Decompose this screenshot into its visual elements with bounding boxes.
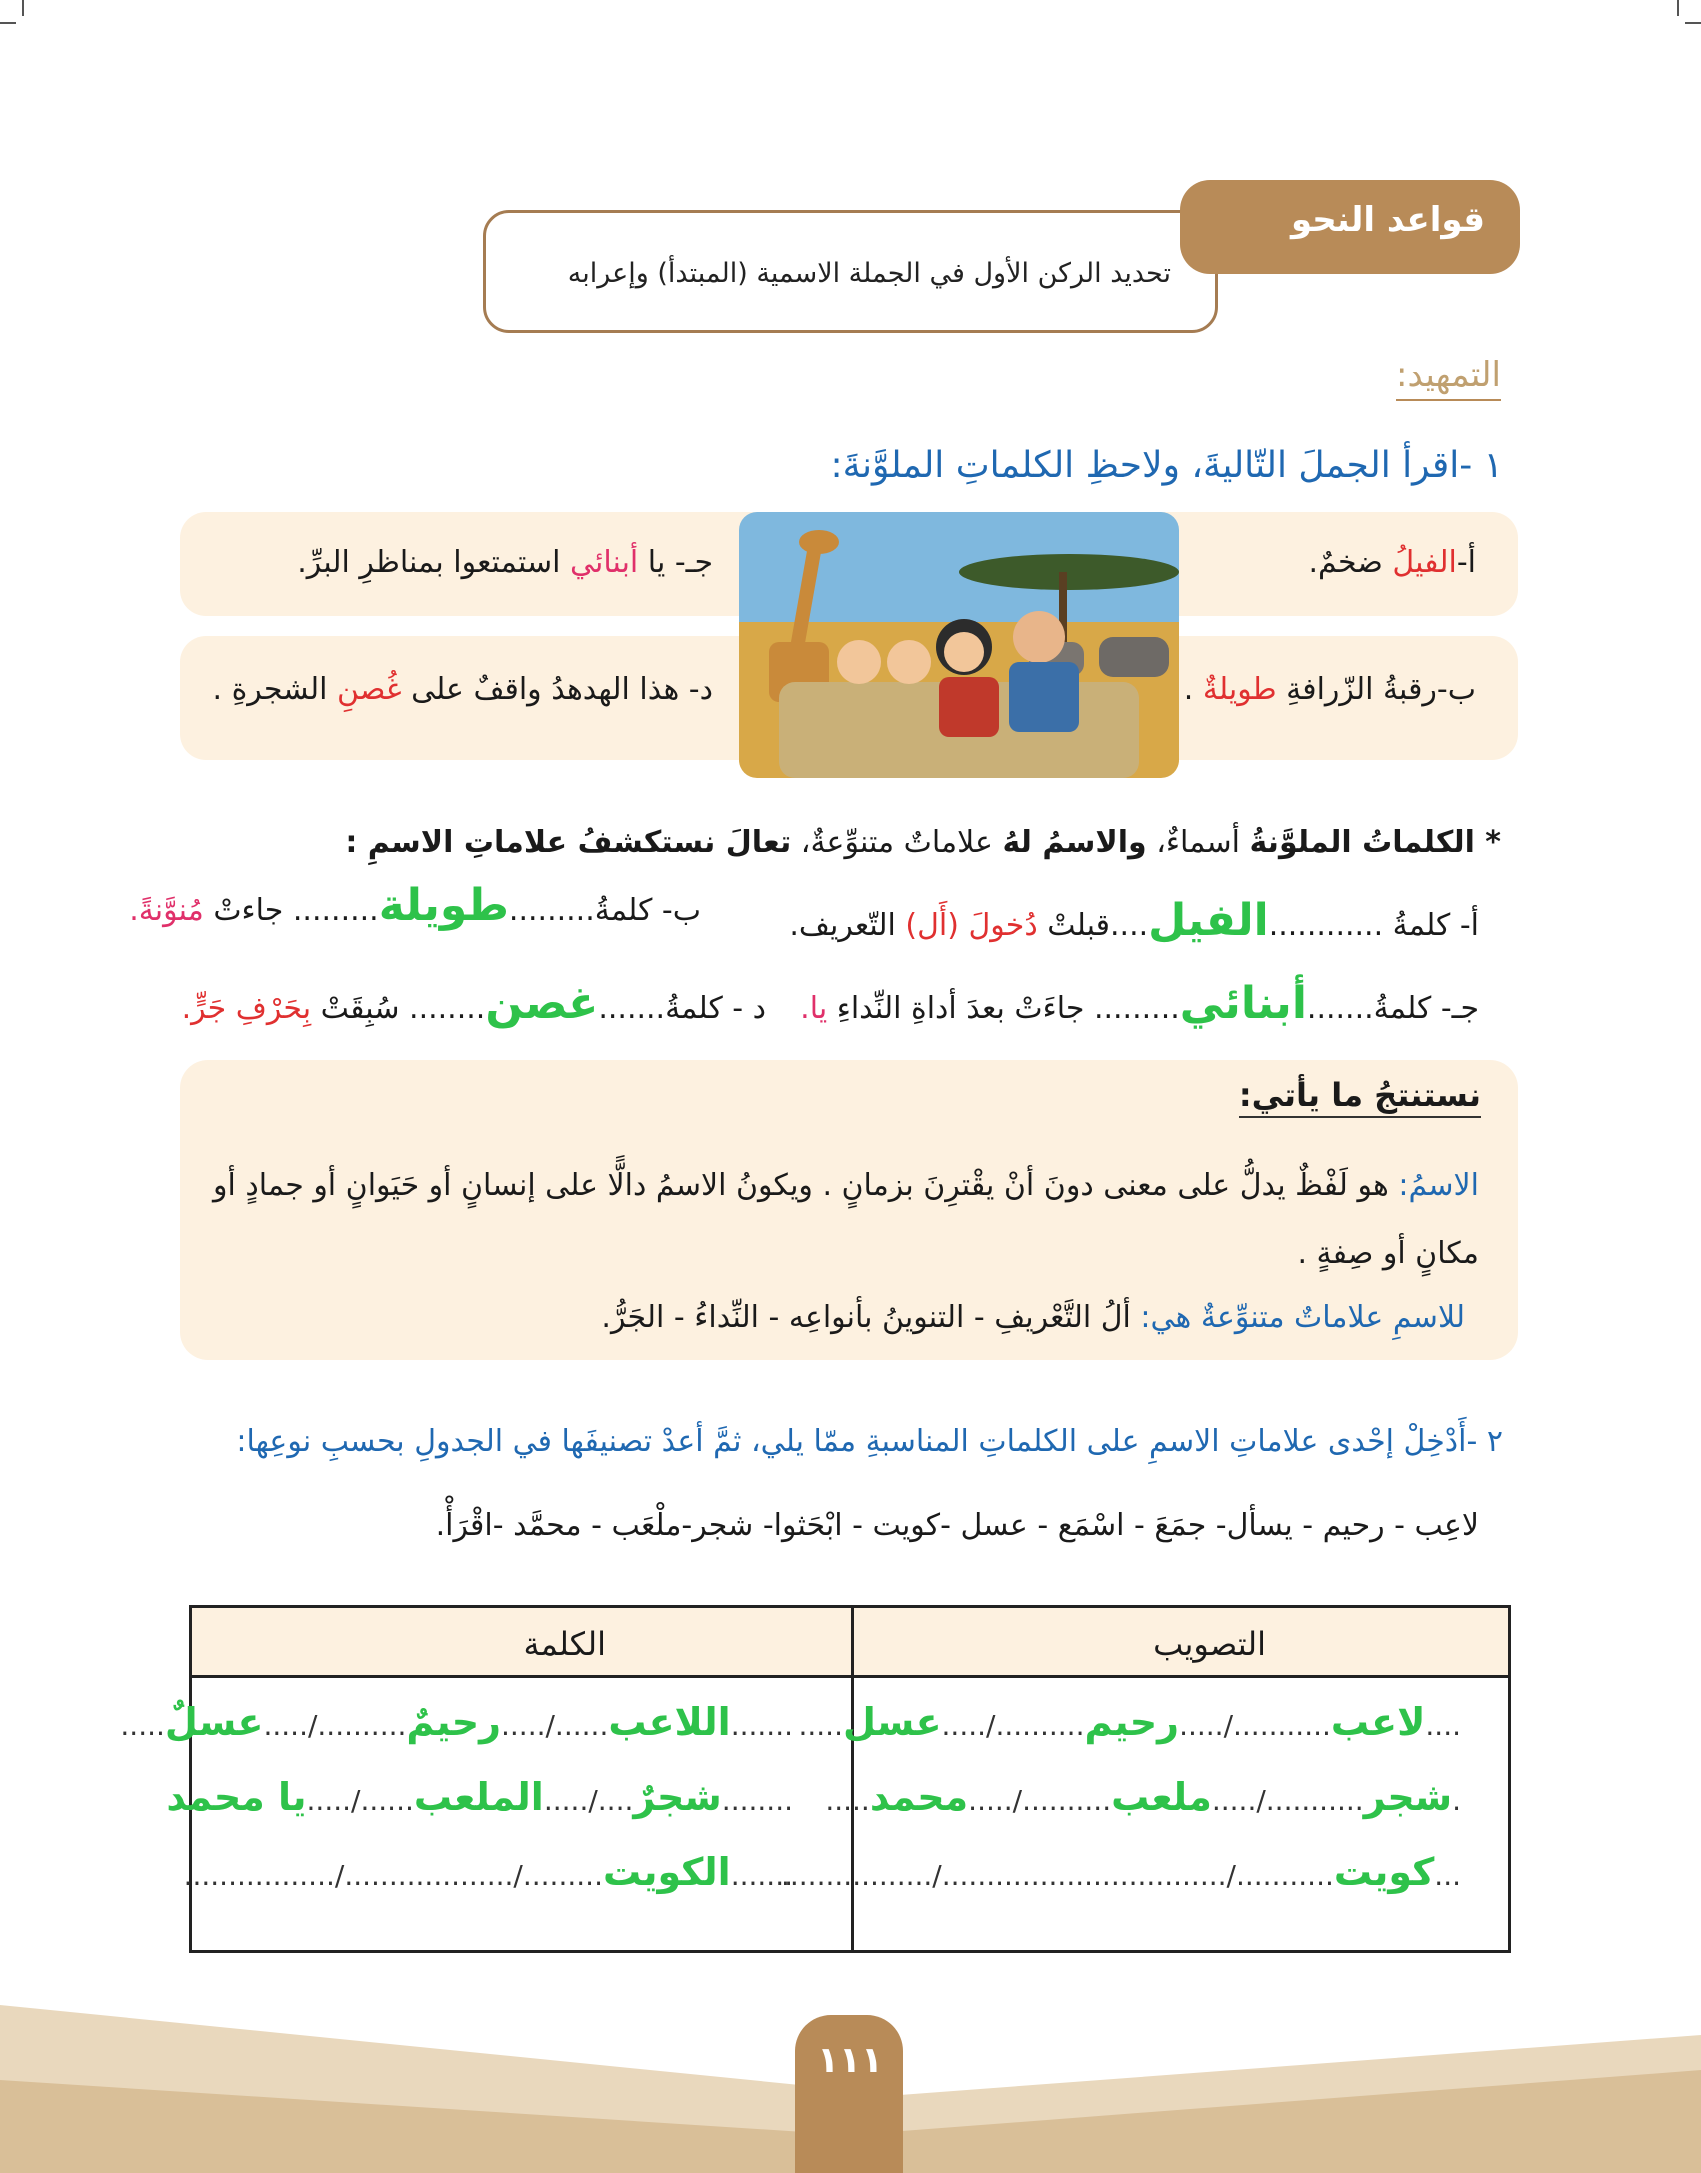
fill-a-start: أ- كلمةُ ............ [1268,908,1479,943]
sentence-b-prefix: ب-رقبةُ الزّرافةِ [1276,672,1476,707]
sentence-d-colored: غُصنِ [337,672,402,707]
conclusion-title: نستنتجُ ما يأتي: [1239,1076,1481,1118]
fill-a-red: دُخولَ (أَل) [905,908,1038,943]
sentence-c [297,545,713,580]
table-header-row [192,1608,1508,1678]
correction-row-3: .......الكويت........./.................../................. [183,1850,793,1894]
correction-cell: رحيمٌ [406,1700,501,1744]
word-row-2: .شجر.........../.....ملعب........../.....محمد..... [825,1775,1461,1819]
fill-c [800,978,1479,1029]
topic-text: تحديد الركن الأول في الجملة الاسمية (المبتدأ) وإعرابه [567,258,1171,289]
word-row-3: ...كويت.........../................................/................. [780,1850,1461,1894]
word-cell: كويت [1333,1850,1435,1894]
word-cell: لاعب [1330,1700,1426,1744]
fill-c-answer: أبنائي [1179,978,1307,1029]
definition-text: هو لَفْظٌ يدلُّ على معنى دونَ أنْ يقْترِنَ بزمانٍ . ويكونُ الاسمُ دالًّا على إنسانٍ أو حَيَوانٍ أو جمادٍ أو مكانٍ أو صِفةٍ . [213,1168,1479,1271]
info-normal-1: أسماءٌ، [1146,825,1250,860]
noun-marks-label: للاسمِ علاماتٌ متنوِّعةٌ هي: [1140,1300,1465,1335]
sentence-a-colored: الفيلُ [1392,545,1457,580]
q2-word-list: لاعِب - رحيم - يسأل- جمَعَ - اسْمَع - عسل -كويت - ابْحَثوا- شجر-ملْعَب - محمَّد -اقْرَأْ. [435,1508,1479,1543]
word-cell: محمد [869,1775,969,1819]
info-bold-start: * الكلماتُ الملوَّنةُ [1249,825,1501,860]
page-number-tab [795,2015,903,2173]
crop-mark [1677,0,1679,16]
sentence-a-rest: ضخمٌ. [1308,545,1393,580]
correction-cell: الملعب [413,1775,544,1819]
sentence-d-prefix: د- هذا الهدهدُ واقفٌ على [401,672,713,707]
fill-b-red: مُنوَّنةً. [129,893,204,928]
info-normal-2: علاماتٌ متنوِّعةٌ، [791,825,1003,860]
sentence-d [213,672,713,707]
info-bold-mid: والاسمُ لهُ [1002,825,1147,860]
correction-cell: عسلٌ [164,1700,264,1744]
fill-b-answer: طويلة [378,880,509,931]
fill-c-red: يا. [800,991,828,1026]
correction-cell: شجرٌ [633,1775,722,1819]
fill-d [182,978,766,1029]
definition [189,1152,1479,1288]
info-line [345,825,1501,860]
fill-b-start: ب- كلمةُ......... [508,893,701,928]
header-word: الكلمة [523,1625,606,1663]
correction-cell: الكويت [602,1850,731,1894]
fill-a-mid: ....قبلتْ [1037,908,1149,943]
word-cell: عسل [842,1700,942,1744]
fill-d-red: بِحَرْفِ جَرٍّ. [181,991,312,1026]
fill-d-start: د - كلمةُ....... [598,991,766,1026]
sentence-d-rest: الشجرةِ . [212,672,337,707]
safari-illustration [739,512,1179,778]
definition-term: الاسمُ: [1398,1168,1479,1203]
correction-cell: اللاعب [608,1700,731,1744]
crop-mark [0,22,16,24]
fill-b-mid: ......... جاءتْ [203,893,379,928]
q1-instruction: ١ -اقرأ الجملَ التّاليةَ، ولاحظِ الكلماتِ الملوَّنةَ: [830,445,1503,486]
header-correction: التصويب [1153,1625,1266,1663]
sentence-c-prefix: جـ- يا [638,545,713,580]
crop-mark [1685,22,1701,24]
word-cell: رحيم [1084,1700,1180,1744]
fill-c-start: جـ- كلمةُ....... [1306,991,1479,1026]
sentence-b-colored: طويلةٌ [1202,672,1277,707]
noun-marks [601,1300,1465,1335]
sentence-c-colored: أبنائي [570,545,639,580]
sentence-a-prefix: أ- [1456,545,1476,580]
word-row-1: ....لاعب.........../.....رحيم........../.....عسل..... [798,1700,1461,1744]
correction-row-1: .......اللاعب....../.....رحيمٌ........../.....عسلٌ..... [120,1700,793,1744]
fill-b [129,880,701,931]
fill-c-mid: ......... جاءَتْ بعدَ أداةِ النِّداءِ [827,991,1180,1026]
section-tab-label: قواعد النحو [1290,200,1485,240]
fill-d-mid: ........ سُبِقَتْ [311,991,486,1026]
word-cell: ملعب [1111,1775,1212,1819]
word-cell: شجر [1363,1775,1453,1819]
sentence-b-rest: . [1183,672,1203,707]
q2-instruction: ٢ -أَدْخِلْ إحْدى علاماتِ الاسمِ على الكلماتِ المناسبةِ ممّا يلي، ثمَّ أعدْ تصنيفَها في الجدولِ بحسبِ نوعِها: [236,1424,1503,1459]
crop-mark [22,0,24,16]
fill-a-answer: الفيل [1148,895,1269,946]
page-number: ١١١ [817,2040,883,2081]
correction-cell: يا محمد [166,1775,307,1819]
sentence-c-rest: استمتعوا بمناظرِ البرِّ. [297,545,571,580]
fill-a [789,895,1479,946]
fill-d-answer: غصن [485,978,599,1029]
noun-marks-list: ألُ التَّعْريفِ - التنوينُ بأنواعِه - النِّداءُ - الجَرُّ. [601,1300,1141,1335]
sentence-b [1184,672,1476,707]
correction-row-2: ........شجرٌ..../.....الملعب....../.....يا محمد [166,1775,793,1819]
intro-label: التمهيد: [1396,355,1501,401]
fill-a-end: التّعريف. [789,908,906,943]
info-bold-end: تعالَ نستكشفُ علاماتِ الاسمِ : [345,825,792,860]
sentence-a [1309,545,1477,580]
